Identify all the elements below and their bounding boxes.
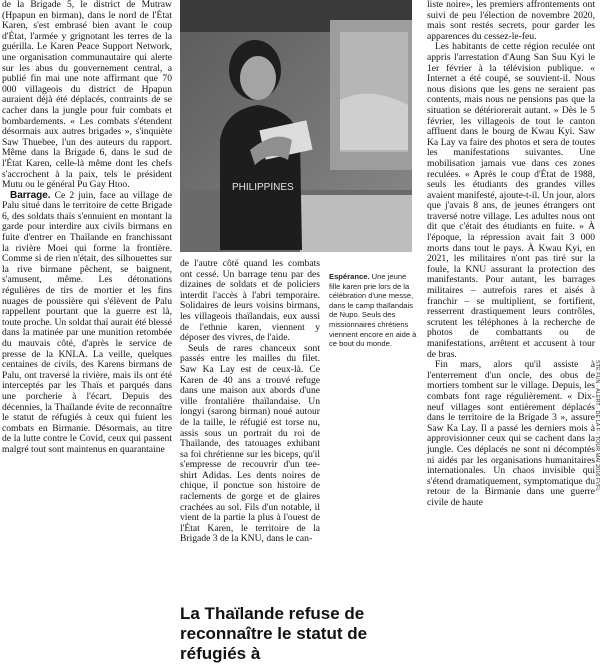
photo-illustration	[180, 0, 412, 252]
paragraph: de l'autre côté quand les combats ont cessé. Un barrage tenu par des dizaines de soldats et de policiers interdit l'accès à l'abri temporaire. Solidaires de leurs voisins birmans, les villageois thaïlandais, eux aussi de l'ethnie karen, viennent y déposer des vivres, de l'aide.	[180, 258, 320, 344]
paragraph: Les habitants de cette région reculée ont appris l'arrestation d'Aung San Suu Kyi le 1er février à la télévision publique. « Internet a été coupé, se souvient-il. Nous nous disions que les gens ne seraient pas contents, mais nous ne pensions pas que la situation se détériorerait autant. » Dès le 5 février, les villageois de tout le canton affluent dans le bourg de Kwau Kyi. Saw Ka Lay va faire des photos et sera de toutes les manifestations suivantes. Une mobilisation jamais vue dans ces zones reculées. « Après le coup d'État de 1988, seuls les étudiants des grandes villes avaient manifesté, ajoute-t-il. Un jour, alors que j'avais 8 ans, de jeunes étrangers ont traversé notre village. Les adultes nous ont dit que c'était des étudiants en fuite. » À l'époque, la répression avait fait 3 000 morts dans tout le pays. À Kwau Kyi, en 2021, les militaires n'ont pas tiré sur la foule, la KNU assurant la protection des manifestants. Pour autant, les barrages militaires – autrefois rares et aisés à franchir – se multiplient, se fortifient, resserrent drastiquement leurs contrôles, scrutent les téléphones à la recherche de photos de combattants ou de manifestations, arrêtent et accusent à tour de bras.	[427, 41, 595, 360]
article-photo	[180, 0, 412, 252]
paragraph: Seuls de rares chanceux sont passés entre les mailles du filet. Saw Ka Lay est de ceux-là. Ce Karen de 40 ans a trouvé refuge dans une maison aux abords d'une ville frontalière thaïlandaise. Un longyi (sarong birman) noué autour de la taille, le réfugié est torse nu, assis sous un portrait du roi de Thaïlande, des tatouages exhibant sa foi chrétienne sur les biceps, qu'il s'empresse de recouvrir d'un tee-shirt Adidas. Les dents noires de chique, il ponctue son histoire de raclements de gorge et de glaires crachées au sol. Fils d'un notable, il vient de la partie la plus à l'ouest de l'État Karen, le territoire de la Brigade 3 de la KNU, dans le can-	[180, 342, 320, 545]
vertical-credit	[592, 360, 600, 640]
credit-text: STE FUN · ALERT · DE LA F · TOUR MAI 2016 FVFL	[594, 360, 600, 492]
paragraph	[2, 191, 172, 456]
paragraph-lead: Barrage.	[10, 189, 51, 201]
shirt-text: PHILIPPINES	[232, 182, 294, 193]
paragraph-body: Ce 2 juin, face au village de Palu situé dans le territoire de cette Brigade 6, des soldats thaïs s'ennuient en montant la garde pour interdire aux civils birmans en fuite d'entrer en Thaïlande en franchissant la rivière Moei qui forme la frontière. Comme si de rien n'était, des silhouettes sur la rive birmane pêchent, se baignent, s'amusent, même. Les détonations régulières de tirs de mortier et les fins nuages de poussière qui s'élèvent de Palu rappellent pourtant que la guerre est là, toute proche. Un soldat thaï aurait été blessé dans la matinée par une munition retombée du mauvais côté, d'après le service de presse de la KNLA. La veille, quelques centaines de civils, des Karens birmans de Palu, ont traversé la rivière, mais ils ont été interceptés par les Thaïs et parqués dans une porcherie à l'écart. Depuis des décennies, la Thaïlande évite de reconnaître le statut de réfugiés à ceux qui fuient les combats en Birmanie. Désormais, au titre de la lutte contre le Covid, ceux qui passent malgré tout sont maintenus en quarantaine	[2, 189, 172, 455]
photo-caption	[329, 272, 419, 349]
article-column-2	[180, 259, 320, 545]
paragraph: de la Brigade 5, le district de Mutraw (Hpapun en birman), dans le nord de l'État Karen, s'est embrasé bien avant le coup d'État, l'armée y grignotant les terres de la guérilla. Le Karen Peace Support Network, une organisation communautaire qui alerte sur les abus du gouvernement central, a publié fin mai une note affirmant que 70 000 villageois du district de Hpapun auraient déjà été déplacés, contraints de se cacher dans la jungle pour fuir combats et bombardements. « Les combats s'étendent désormais aux autres brigades », s'inquiète Saw Thuebee, l'un des auteurs du rapport. Même dans la Brigade 6, dans le sud de l'État Karen, celle-là même dont les chefs s'accrochent à la paix, tels le président Mutu ou le général Pu Gay Htoo.	[2, 0, 172, 191]
caption-text: Une jeune fille karen prie lors de la célébration d'une messe, dans le camp thaïlandais de Nupo. Seuls des missionnaires chrétiens viennent encore en aide à ce bout du monde.	[329, 272, 417, 349]
caption-lead: Espérance.	[329, 272, 370, 281]
article-column-1	[2, 0, 172, 456]
paragraph: liste noire», les premiers affrontements ont suivi de peu l'élection de novembre 2020, mais sont restés secrets, pour garder les apparences du cessez-le-feu.	[427, 0, 595, 42]
pull-quote-heading: La Thaïlande refuse de reconnaître le statut de réfugiés à	[180, 604, 368, 663]
paragraph: Fin mars, alors qu'il assiste à l'enterrement d'un oncle, des obus de mortiers tombent sur le village. Depuis, les combats font rage régulièrement. « Dix-neuf villages sont entièrement déplacés dans le territoire de la Brigade 3 », assure Saw Ka Lay. Il a passé les derniers mois à approvisionner ceux qui se cachent dans la jungle. Ces déplacés ne sont ni décomptés ni aidés par les organisations humanitaires internationales. Un chaos invisible qui s'étend dramatiquement, symptomatique du retour de la Birmanie dans une guerre civile de haute	[427, 359, 595, 508]
article-column-3	[427, 0, 595, 509]
